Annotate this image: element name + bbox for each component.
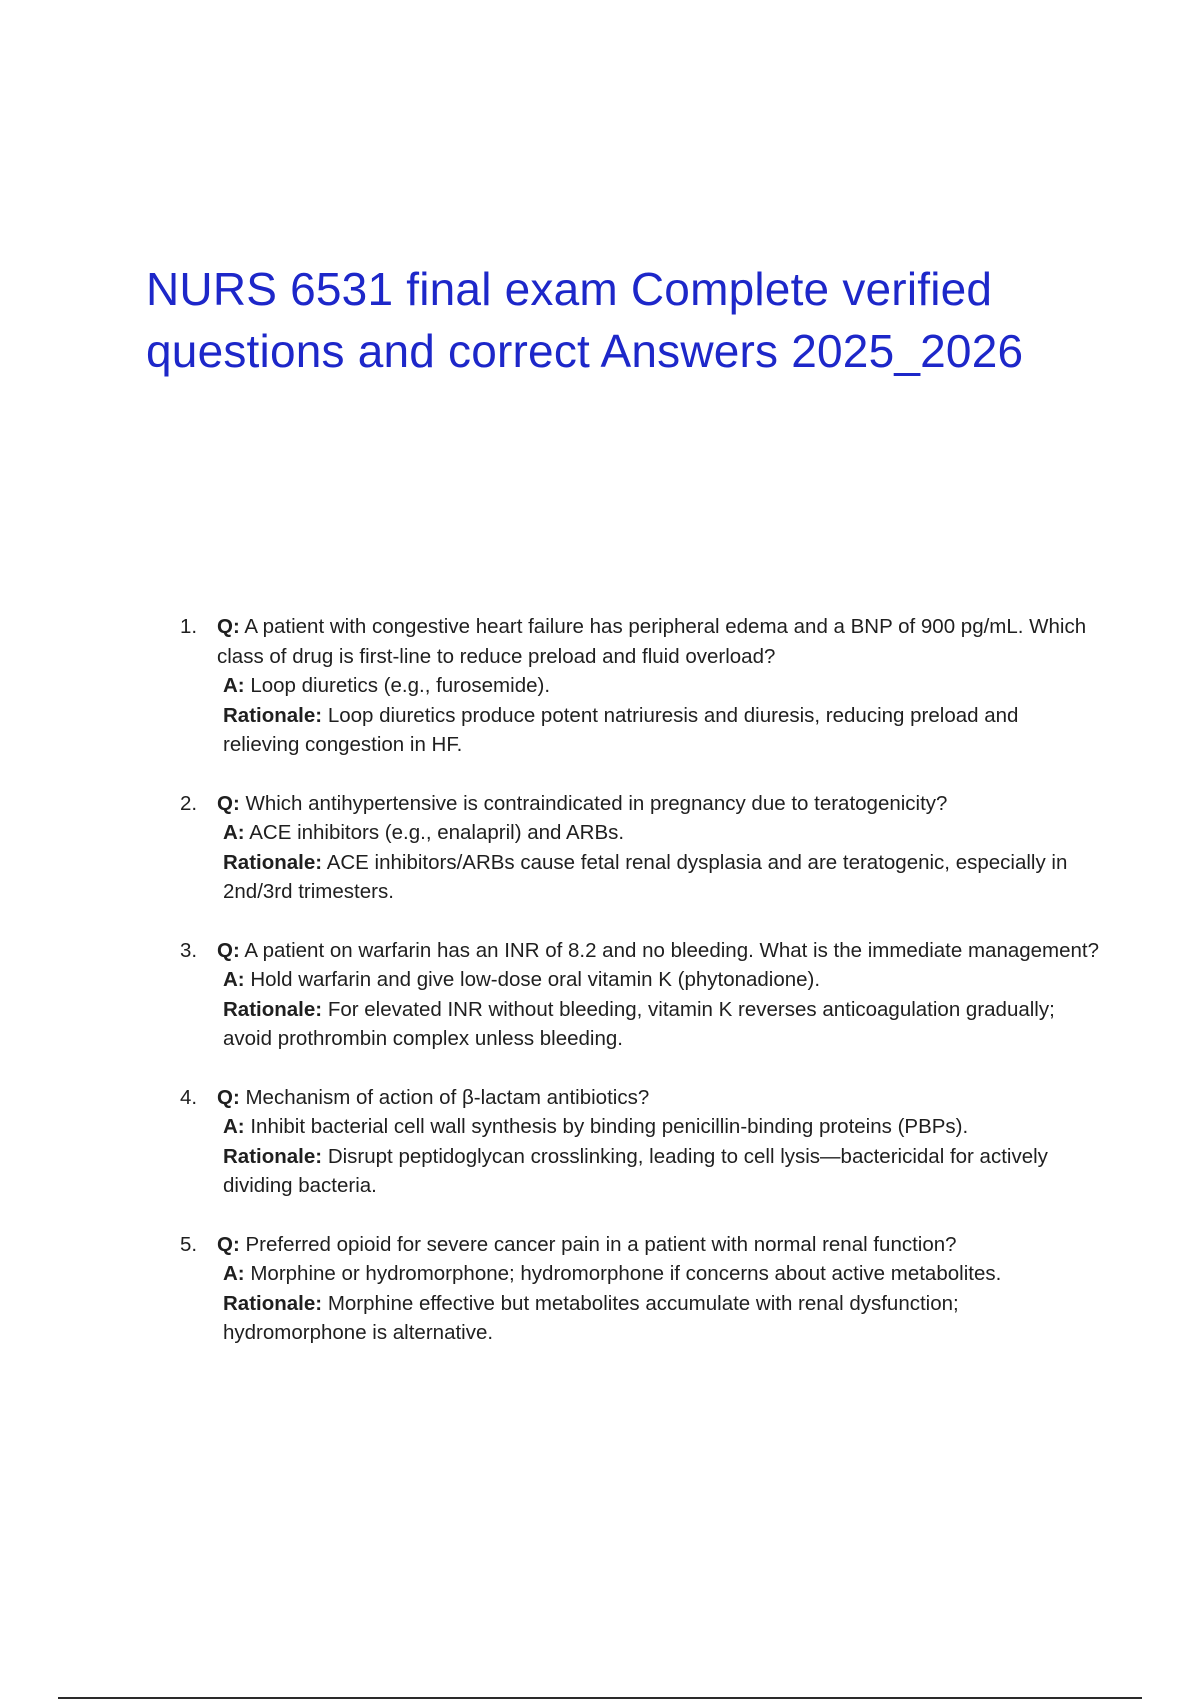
rationale-label: Rationale:: [223, 1144, 323, 1168]
qa-item-1: [180, 612, 1100, 760]
rationale-line: [217, 1142, 1100, 1201]
answer-label: A:: [223, 821, 245, 844]
qa-number: 4.: [180, 1085, 198, 1109]
question-text: A patient on warfarin has an INR of 8.2 and no bleeding. What is the immediate management?: [244, 938, 1100, 962]
answer-label: A:: [223, 1262, 245, 1285]
answer-line: [217, 818, 1100, 848]
qa-number: 2.: [180, 791, 198, 815]
question-line: [217, 612, 1100, 671]
question-line: [217, 1230, 1100, 1260]
question-text: Which antihypertensive is contraindicated in pregnancy due to teratogenicity?: [245, 791, 948, 815]
question-line: [217, 1083, 1100, 1113]
question-label: Q:: [217, 1085, 240, 1109]
answer-text: ACE inhibitors (e.g., enalapril) and ARBs.: [249, 821, 625, 844]
document-title: [146, 258, 1126, 382]
question-text: Preferred opioid for severe cancer pain in a patient with normal renal function?: [245, 1232, 957, 1256]
rationale-line: [217, 995, 1100, 1054]
question-line: [217, 789, 1100, 819]
answer-text: Morphine or hydromorphone; hydromorphone if concerns about active metabolites.: [250, 1262, 1002, 1285]
answer-line: [217, 965, 1100, 995]
answer-text: Inhibit bacterial cell wall synthesis by binding penicillin-binding proteins (PBPs).: [250, 1115, 969, 1138]
qa-number: 1.: [180, 615, 198, 638]
rationale-text: ACE inhibitors/ARBs cause fetal renal dysplasia and are teratogenic, especially in 2nd/3rd trimesters.: [223, 850, 1068, 903]
rationale-text: For elevated INR without bleeding, vitamin K reverses anticoagulation gradually; avoid prothrombin complex unless bleeding.: [223, 997, 1055, 1050]
answer-text: Hold warfarin and give low-dose oral vitamin K (phytonadione).: [250, 968, 821, 991]
rationale-label: Rationale:: [223, 850, 323, 874]
rationale-label: Rationale:: [223, 703, 323, 727]
qa-number: 5.: [180, 1232, 198, 1256]
answer-label: A:: [223, 1115, 245, 1138]
question-label: Q:: [217, 938, 240, 962]
question-label: Q:: [217, 791, 240, 815]
footer-divider: [58, 1697, 1142, 1699]
title-line-2: questions and correct Answers 2025_2026: [146, 325, 1024, 377]
answer-label: A:: [223, 674, 245, 697]
answer-line: [217, 671, 1100, 701]
rationale-text: Disrupt peptidoglycan crosslinking, leading to cell lysis—bactericidal for actively dividing bacteria.: [223, 1144, 1048, 1197]
title-line-1: NURS 6531 final exam Complete verified: [146, 263, 993, 315]
question-text: Mechanism of action of β-lactam antibiotics?: [245, 1085, 650, 1109]
qa-item-5: [180, 1230, 1100, 1348]
rationale-line: [217, 848, 1100, 907]
rationale-label: Rationale:: [223, 997, 323, 1021]
question-line: [217, 936, 1100, 966]
qa-item-4: [180, 1083, 1100, 1201]
rationale-text: Morphine effective but metabolites accumulate with renal dysfunction; hydromorphone is alternative.: [223, 1291, 959, 1344]
question-label: Q:: [217, 615, 240, 638]
rationale-text: Loop diuretics produce potent natriuresis and diuresis, reducing preload and relieving congestion in HF.: [223, 703, 1019, 756]
answer-line: [217, 1112, 1100, 1142]
qa-list: [180, 612, 1100, 1377]
rationale-line: [217, 1289, 1100, 1348]
question-text: A patient with congestive heart failure has peripheral edema and a BNP of 900 pg/mL. Which class of drug is first-line to reduce preload and fluid overload?: [217, 615, 1087, 668]
rationale-line: [217, 701, 1100, 760]
qa-item-3: [180, 936, 1100, 1054]
qa-number: 3.: [180, 938, 198, 962]
answer-text: Loop diuretics (e.g., furosemide).: [250, 674, 551, 697]
qa-item-2: [180, 789, 1100, 907]
question-label: Q:: [217, 1232, 240, 1256]
answer-label: A:: [223, 968, 245, 991]
answer-line: [217, 1259, 1100, 1289]
rationale-label: Rationale:: [223, 1291, 323, 1315]
